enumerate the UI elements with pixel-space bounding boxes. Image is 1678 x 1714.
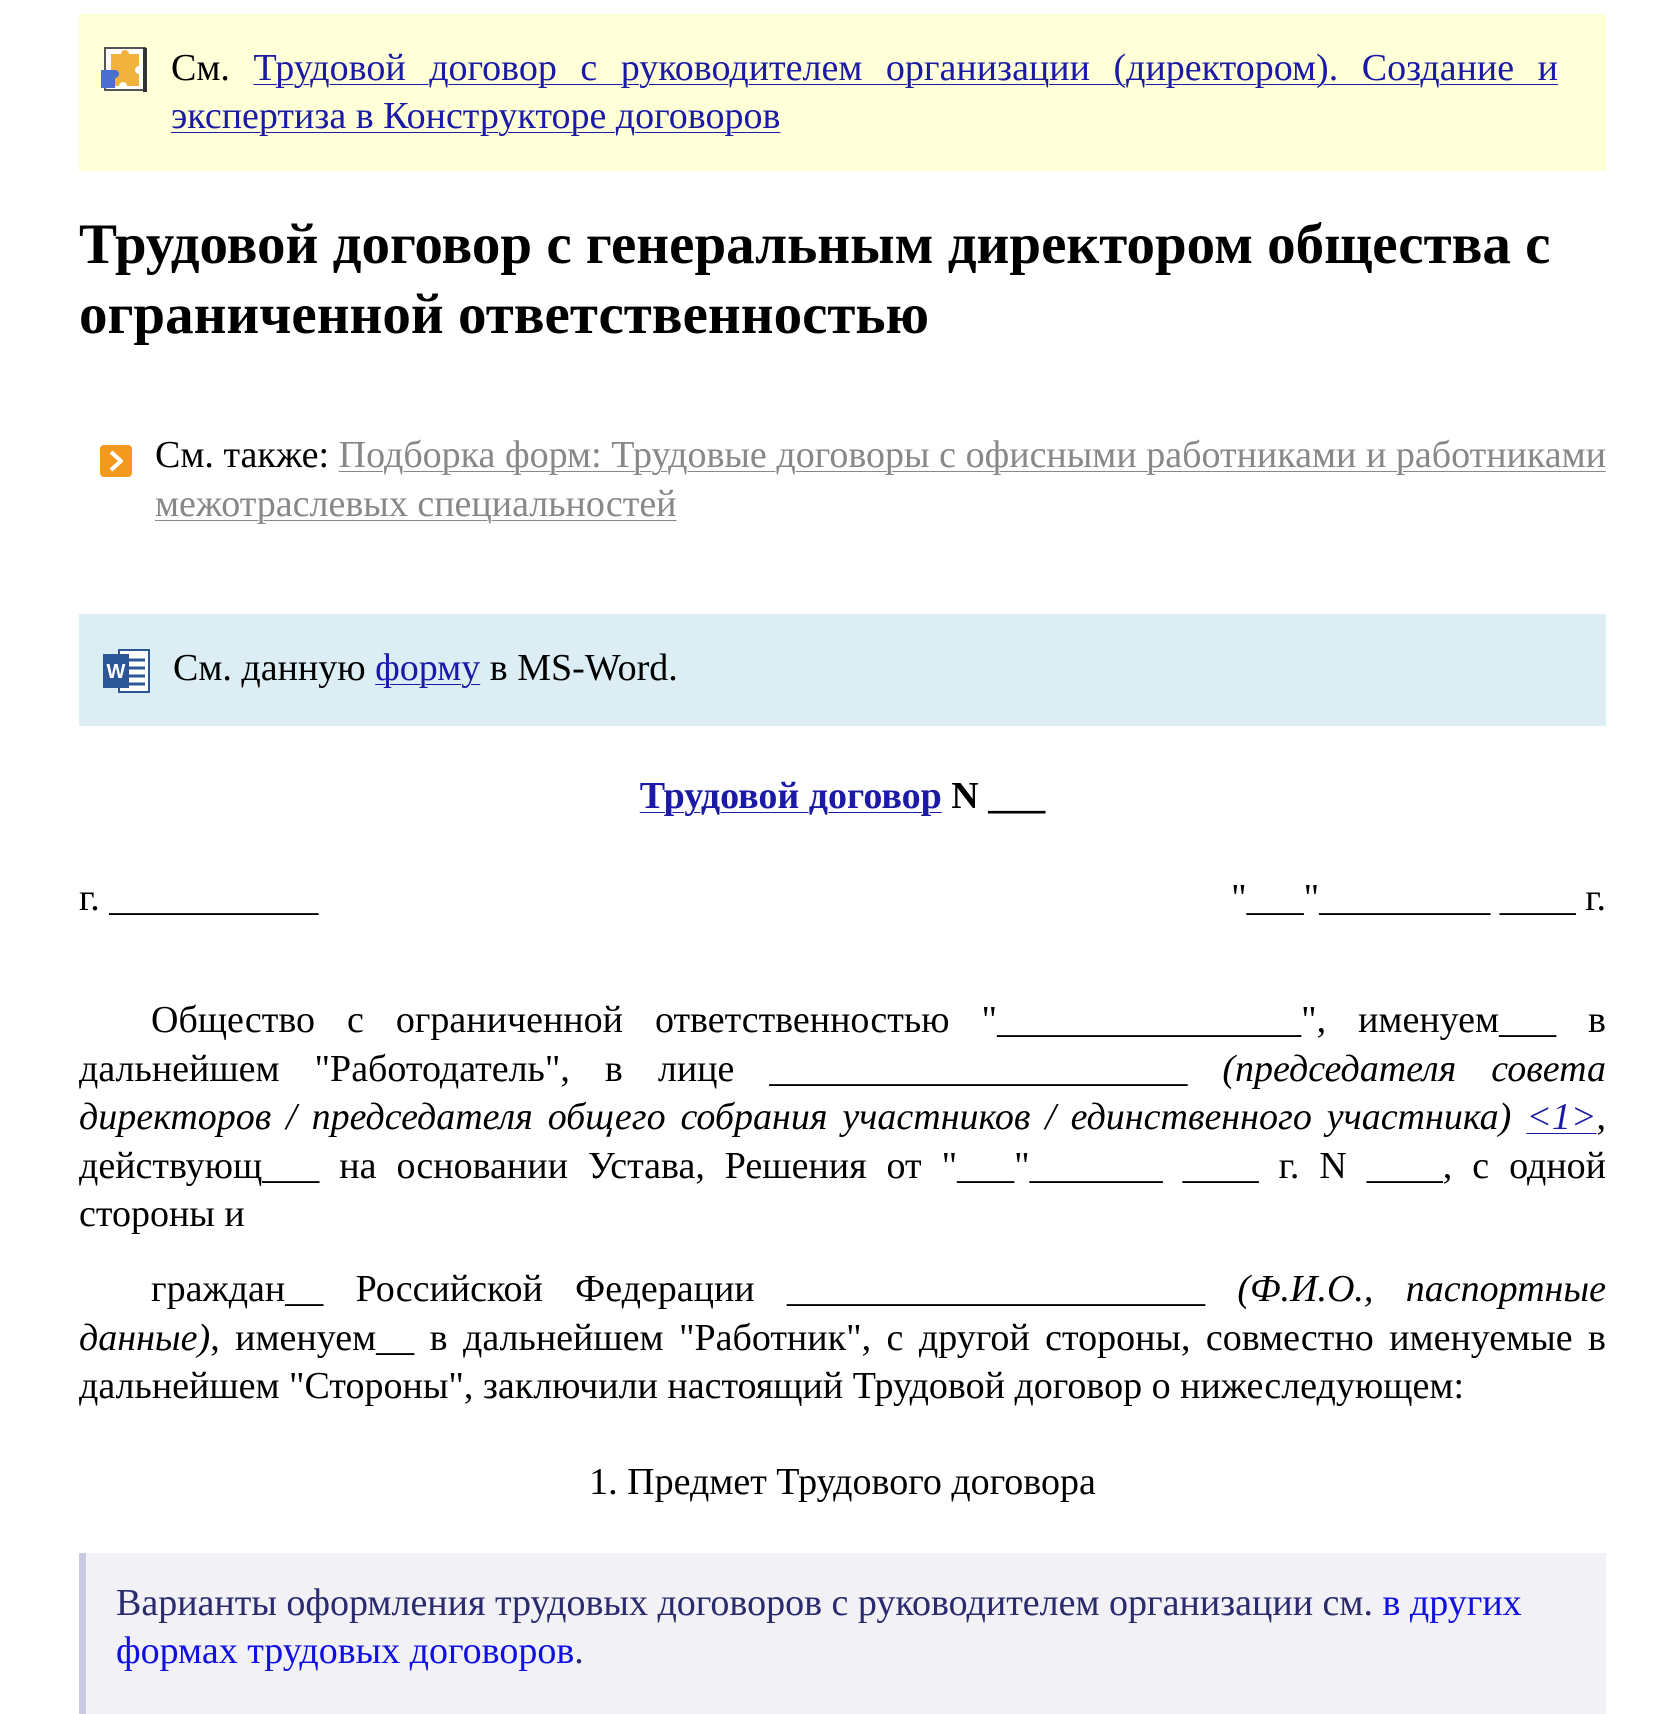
page-title: Трудовой договор с генеральным директором общества с ограниченной ответственностью <box>79 213 1551 346</box>
constructor-link[interactable]: Трудовой договор с руководителем организации (директором). Создание и экспертиза в Конструкторе договоров <box>171 47 1558 137</box>
parties-paragraph-employee <box>79 1265 1606 1411</box>
variants-note <box>79 1553 1606 1714</box>
employee-text: граждан__ Российской Федерации ______________________ <box>151 1268 1238 1310</box>
contract-heading <box>79 772 1606 820</box>
section-1-heading: 1. Предмет Трудового договора <box>589 1461 1096 1503</box>
ms-word-form-link[interactable]: форму <box>375 647 481 689</box>
ms-word-icon <box>101 646 153 694</box>
ms-word-suffix: в MS-Word. <box>489 647 678 689</box>
ms-word-notice <box>79 614 1606 726</box>
see-also-block <box>100 431 1606 529</box>
puzzle-icon <box>99 44 151 96</box>
employee-data-italic: (Ф.И.О., паспортные данные) <box>79 1268 1607 1359</box>
variants-end: . <box>574 1630 584 1672</box>
other-forms-link[interactable]: в других формах трудовых договоров <box>116 1582 1522 1672</box>
constructor-notice-prefix: См. <box>171 47 230 89</box>
place-field: г. ___________ <box>79 877 319 919</box>
contract-number: N ___ <box>951 775 1046 817</box>
footnote-link[interactable]: <1> <box>1526 1096 1597 1138</box>
ms-word-prefix: См. данную <box>173 647 366 689</box>
employee-text-end: , именуем__ в дальнейшем "Работник", с другой стороны, совместно именуемые в дальнейшем "Стороны", заключили настоящий Трудовой договор о нижеследующем: <box>79 1316 1606 1407</box>
variants-text: Варианты оформления трудовых договоров с руководителем организации см. <box>116 1582 1373 1624</box>
date-field: "___"_________ ____ г. <box>1231 877 1606 919</box>
constructor-notice <box>79 14 1606 171</box>
orange-chevron-icon <box>100 441 132 473</box>
svg-text:W: W <box>106 661 126 683</box>
see-also-link[interactable]: Подборка форм: Трудовые договоры с офисными работниками и работниками межотраслевых специальностей <box>155 434 1607 525</box>
employer-role-italic: (председателя совета директоров / председателя общего собрания участников / единственного участника) <box>79 1047 1606 1138</box>
employer-text-end: , действующ___ на основании Устава, Решения от "___"_______ ____ г. N ____, с одной стороны и <box>79 1096 1607 1235</box>
employer-text: Общество с ограниченной ответственностью "________________", именуем___ в дальнейшем "Работодатель", в лице ______________________ <box>79 999 1606 1090</box>
see-also-prefix: См. также: <box>155 434 330 476</box>
parties-paragraph-employer <box>79 996 1606 1239</box>
contract-heading-link[interactable]: Трудовой договор <box>639 775 942 817</box>
